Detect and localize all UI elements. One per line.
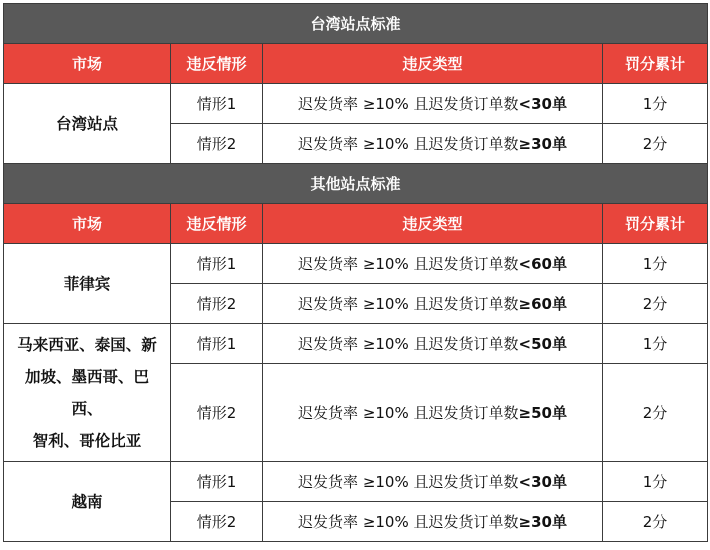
header-case: 违反情形 bbox=[171, 204, 263, 244]
market-cell: 越南 bbox=[4, 462, 171, 542]
header-row bbox=[4, 204, 708, 244]
points-cell: 2分 bbox=[603, 502, 708, 542]
header-market: 市场 bbox=[4, 44, 171, 84]
header-type: 违反类型 bbox=[263, 44, 603, 84]
type-threshold: ≥30单 bbox=[518, 135, 567, 153]
section-title-row bbox=[4, 164, 708, 204]
table-row bbox=[4, 244, 708, 284]
type-cell bbox=[263, 462, 603, 502]
header-market: 市场 bbox=[4, 204, 171, 244]
points-cell: 1分 bbox=[603, 324, 708, 364]
market-line: 智利、哥伦比亚 bbox=[32, 431, 142, 450]
type-text: 迟发货率 ≥10% 且迟发货订单数 bbox=[298, 295, 519, 313]
case-cell: 情形1 bbox=[171, 84, 263, 124]
points-cell: 1分 bbox=[603, 462, 708, 502]
type-threshold: ≥30单 bbox=[518, 513, 567, 531]
type-text: 迟发货率 ≥10% 且迟发货订单数 bbox=[298, 255, 519, 273]
type-threshold: <60单 bbox=[518, 255, 567, 273]
penalty-standards-table bbox=[3, 3, 708, 542]
header-row bbox=[4, 44, 708, 84]
market-line: 马来西亚、泰国、新 bbox=[17, 335, 157, 354]
type-threshold: <30单 bbox=[518, 473, 567, 491]
case-cell: 情形2 bbox=[171, 364, 263, 462]
points-cell: 1分 bbox=[603, 84, 708, 124]
type-cell bbox=[263, 244, 603, 284]
market-line: 西、 bbox=[71, 399, 103, 418]
type-cell bbox=[263, 324, 603, 364]
type-cell bbox=[263, 84, 603, 124]
header-case: 违反情形 bbox=[171, 44, 263, 84]
header-type: 违反类型 bbox=[263, 204, 603, 244]
type-text: 迟发货率 ≥10% 且迟发货订单数 bbox=[298, 95, 519, 113]
type-text: 迟发货率 ≥10% 且迟发货订单数 bbox=[298, 135, 519, 153]
type-cell bbox=[263, 502, 603, 542]
case-cell: 情形2 bbox=[171, 284, 263, 324]
header-points: 罚分累计 bbox=[603, 204, 708, 244]
type-text: 迟发货率 ≥10% 且迟发货订单数 bbox=[298, 473, 519, 491]
case-cell: 情形1 bbox=[171, 462, 263, 502]
table-row bbox=[4, 324, 708, 364]
market-line: 加坡、墨西哥、巴 bbox=[24, 367, 149, 386]
type-threshold: <50单 bbox=[518, 335, 567, 353]
points-cell: 2分 bbox=[603, 364, 708, 462]
type-text: 迟发货率 ≥10% 且迟发货订单数 bbox=[298, 404, 519, 422]
type-threshold: <30单 bbox=[518, 95, 567, 113]
type-cell bbox=[263, 124, 603, 164]
section-title-row bbox=[4, 4, 708, 44]
case-cell: 情形2 bbox=[171, 502, 263, 542]
type-cell bbox=[263, 284, 603, 324]
type-cell bbox=[263, 364, 603, 462]
case-cell: 情形1 bbox=[171, 244, 263, 284]
table-row bbox=[4, 462, 708, 502]
market-cell: 菲律宾 bbox=[4, 244, 171, 324]
points-cell: 1分 bbox=[603, 244, 708, 284]
case-cell: 情形2 bbox=[171, 124, 263, 164]
type-threshold: ≥50单 bbox=[518, 404, 567, 422]
table-row bbox=[4, 84, 708, 124]
section-title: 其他站点标准 bbox=[4, 164, 708, 204]
type-text: 迟发货率 ≥10% 且迟发货订单数 bbox=[298, 335, 519, 353]
header-points: 罚分累计 bbox=[603, 44, 708, 84]
type-threshold: ≥60单 bbox=[518, 295, 567, 313]
market-cell: 台湾站点 bbox=[4, 84, 171, 164]
type-text: 迟发货率 ≥10% 且迟发货订单数 bbox=[298, 513, 519, 531]
market-cell bbox=[4, 324, 171, 462]
section-title: 台湾站点标准 bbox=[4, 4, 708, 44]
points-cell: 2分 bbox=[603, 284, 708, 324]
case-cell: 情形1 bbox=[171, 324, 263, 364]
points-cell: 2分 bbox=[603, 124, 708, 164]
